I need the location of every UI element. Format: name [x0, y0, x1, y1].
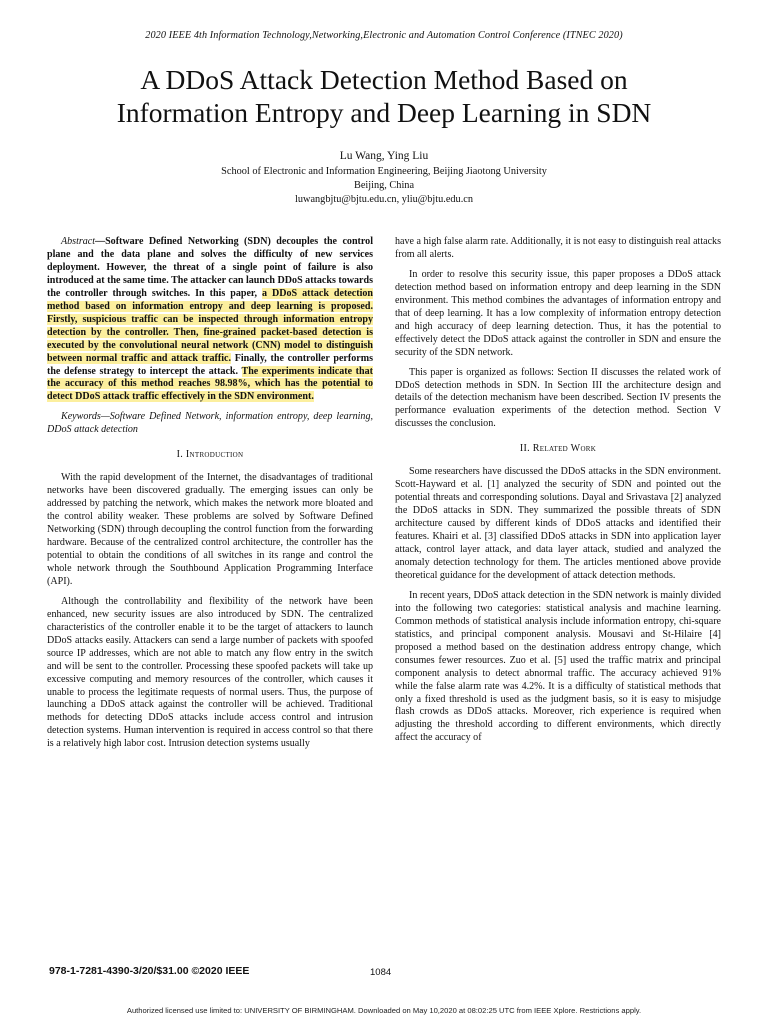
footer-isbn: 978-1-7281-4390-3/20/$31.00 ©2020 IEEE [49, 965, 250, 977]
paper-title [40, 63, 728, 129]
license-notice: Authorized licensed use limited to: UNIVERSITY OF BIRMINGHAM. Downloaded on May 10,2020 at 08:02:25 UTC from IEEE Xplore. Restrictions apply. [126, 1006, 642, 1015]
related-work-paragraph-2: In recent years, DDoS attack detection in the SDN network is mainly divided into the following two categories: statistical analysis and machine learning. Common methods of statistical analysis include information entropy, chi-square statistics, and principal component analysis. Mousavi and St-Hilaire [4] proposed a method based on the destination address entropy change, which consumes fewer resources. Zuo et al. [5] used the traffic matrix and principal component analysis to detect abnormal traffic. The accuracy achieved 91% while the false alarm rate was 4.2%. It is a difficulty of statistical methods that only a fixed threshold is used as the judgment basis, so it is easy to misjudge flash crowds as DDoS attacks. Moreover, rich experience is required when adjusting the threshold according to different environments, which directly affect the accuracy of [395, 589, 721, 744]
page-number: 1084 [370, 967, 392, 978]
section-heading-introduction: I. Introduction [176, 449, 244, 461]
intro-paragraph-4: This paper is organized as follows: Section II discusses the related work of DDoS detection methods in SDN. In Section III the architecture design and details of the detection mechanism have been described. Section IV presents the performance evaluation experiments of the detection method. Section V discusses the conclusion. [395, 366, 721, 430]
intro-paragraph-3: In order to resolve this security issue, this paper proposes a DDoS attack detection method based on information entropy and deep learning in the SDN environment. This method combines the advantages of information entropy and that of deep learning. It has a low complexity of information entropy detection and high accuracy of deep learning detection. Thus, it has the potential to effectively detect the DDoS attack against the controller in SDN and ensure the security of the SDN network. [395, 268, 721, 358]
conference-header: 2020 IEEE 4th Information Technology,Networking,Electronic and Automation Control Conference (ITNEC 2020) [145, 30, 623, 41]
intro-paragraph-2: Although the controllability and flexibility of the network have been enhanced, new security issues are also introduced by SDN. The centralized characteristics of the controller enable it to be the target of attackers to launch DDoS attacks easily. Attackers can send a large number of packets with spoofed source IP addresses, which are not able to match any flow entry in the switch and will be sent to the controller. Processing these spoofed packets will take up excessive computing and memory resources of the controller, which causes it unable to process the legitimate requests of normal users. Thus, the purpose of launching a DDoS attack against the controller will be achieved. Traditional methods for detecting DDoS attacks include access control and intrusion detection systems. Human intervention is required in access control so that there is a relatively high labor cost. Intrusion detection systems usually [47, 595, 373, 750]
right-column [395, 236, 721, 752]
section-heading-related-work: II. Related Work [519, 443, 597, 455]
intro-paragraph-1: With the rapid development of the Internet, the disadvantages of traditional networks have been discovered gradually. The emerging issues can only be addressed by patching the network, which makes the network more bloated and the control ability weaker. These problems are solved by Software Defined Networking (SDN) through decoupling the control function from the forwarding hardware. Because of the centralized control architecture, the controller has the potential to obtain the conditions of all switches in its range and control the whole network through the Southbound Application Programming Interface (API). [47, 472, 373, 587]
title-line-1: A DDoS Attack Detection Method Based on [140, 64, 628, 95]
abstract-label: Abstract [61, 236, 96, 247]
keywords: Keywords—Software Defined Network, information entropy, deep learning, DDoS attack detection [47, 411, 373, 436]
related-work-paragraph-1: Some researchers have discussed the DDoS attacks in the SDN environment. Scott-Hayward et al. [1] analyzed the security of SDN and pointed out the potential threats and corresponding solutions. Dayal and Srivastava [2] analyzed the DDoS attacks in SDN. They summarized the possible threats of SDN architecture caused by different kinds of DDoS attacks and identified their features. Khairi et al. [3] classified DDoS attacks in SDN into application layer attack, control layer attack, and data layer attack, studied and analyzed the anomaly detection technology for them. The articles mentioned above provide theoretical guidance for the development of attack detection methods. [395, 466, 721, 581]
intro-paragraph-2-continued: have a high false alarm rate. Additionally, it is not easy to distinguish real attacks from all alerts. [395, 236, 721, 260]
author-emails: luwangbjtu@bjtu.edu.cn, yliu@bjtu.edu.cn [295, 194, 473, 205]
abstract-dash: — [95, 236, 106, 247]
abstract-highlight-1: a DDoS attack detection method based on information entropy and deep learning is proposed. Firstly, suspicious traffic can be inspected through information entropy detection by the controller. Then, fine-grained packet-based detection is executed by the convolutional neural network (CNN) model to distinguish between normal traffic and attack traffic. [47, 287, 373, 364]
title-line-2: Information Entropy and Deep Learning in SDN [116, 97, 652, 128]
abstract-highlight-2: The experiments indicate that the accuracy of this method reaches 98.98%, which has the potential to detect DDoS attack traffic effectively in the SDN environment. [47, 365, 373, 403]
abstract [47, 236, 373, 404]
authors: Lu Wang, Ying Liu [339, 150, 429, 162]
abstract-text-2: Finally, the controller performs the defense strategy to intercept the attack. [47, 352, 373, 377]
abstract-text-1: Software Defined Networking (SDN) decouples the control plane and the data plane and solves the difficulty of new services deployment. However, the threat of a single point of failure is also introduced at the same time. The attacker can launch DDoS attacks towards the controller through switches. In this paper, [47, 236, 373, 299]
left-column [47, 236, 373, 758]
affiliation-line-2: Beijing, China [353, 180, 415, 191]
affiliation-line-1: School of Electronic and Information Engineering, Beijing Jiaotong University [221, 166, 547, 177]
affiliation [0, 165, 768, 207]
